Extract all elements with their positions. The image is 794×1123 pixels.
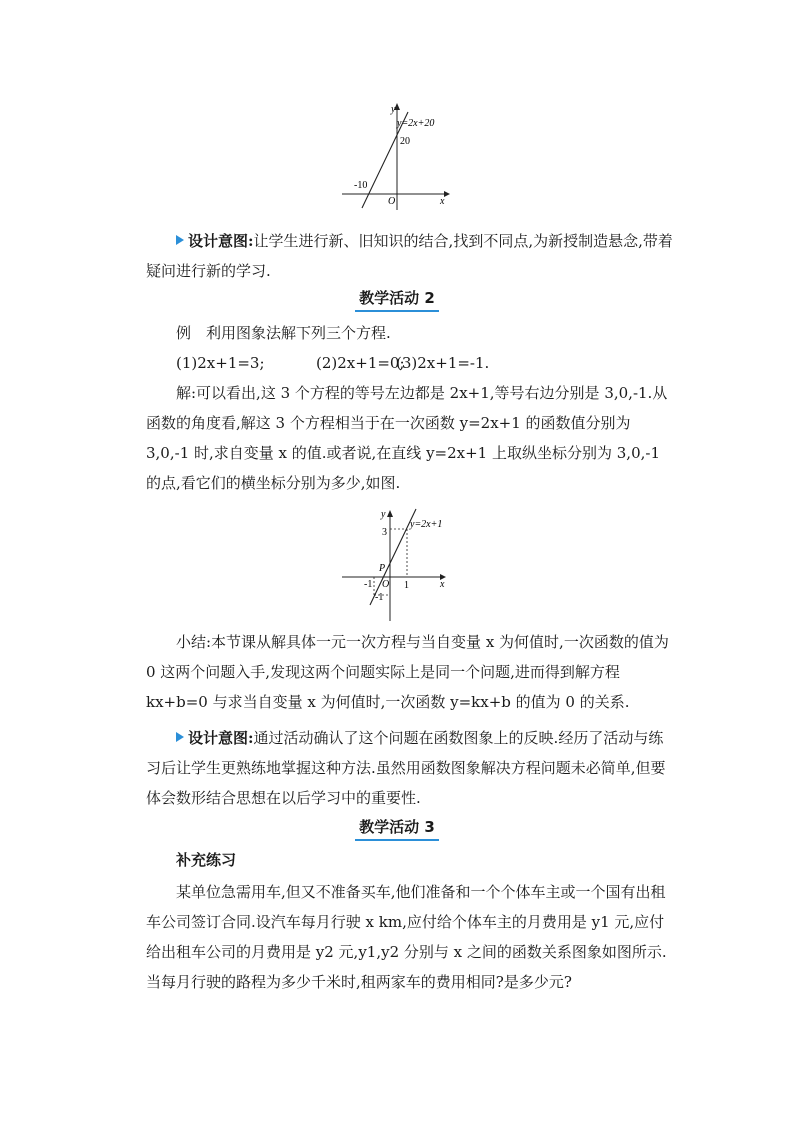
line-label: y=2x+1 bbox=[410, 519, 443, 530]
design-intent-text: 通过活动确认了这个问题在函数图象上的反映.经历了活动与练习后让学生更熟练地掌握这种方法.虽然用函数图象解决方程问题未必简单,但要体会数形结合思想在以后学习中的重要性. bbox=[146, 729, 666, 807]
design-intent-1 bbox=[146, 226, 676, 286]
activity-2-title: 教学活动 2 bbox=[359, 289, 435, 307]
design-intent-label: 设计意图: bbox=[188, 232, 254, 250]
triangle-marker-icon bbox=[176, 235, 184, 245]
heading-underline bbox=[355, 310, 439, 312]
x-intercept-label: -10 bbox=[354, 180, 368, 191]
solution-text: 解:可以看出,这 3 个方程的等号左边都是 2x+1,等号右边分别是 3,0,-1.从函数的角度看,解这 3 个方程相当于在一次函数 y=2x+1 的函数值分别为 3,0,-1 时,求自变量 x 的值.或者说,在直线 y=2x+1 上取纵坐标分别为 3,0,-1 的点,看它们的横坐标分别为多少,如图. bbox=[146, 384, 668, 492]
supplement-heading: 补充练习 bbox=[176, 851, 237, 869]
yneg1-label: -1 bbox=[375, 592, 384, 603]
triangle-marker-icon bbox=[176, 732, 184, 742]
y3-label: 3 bbox=[382, 527, 387, 538]
equation-3: (3)2x+1=-1. bbox=[396, 354, 490, 372]
design-intent-label: 设计意图: bbox=[188, 729, 254, 747]
xneg1-label: -1 bbox=[364, 579, 373, 590]
x-axis-label: x bbox=[440, 196, 445, 207]
y-axis-label: y bbox=[381, 509, 386, 520]
activity-3-heading bbox=[355, 817, 439, 837]
activity-3-title: 教学活动 3 bbox=[359, 818, 435, 836]
x1-label: 1 bbox=[404, 580, 409, 591]
origin-label: O bbox=[388, 196, 396, 207]
equation-2: (2)2x+1=0; bbox=[316, 354, 405, 372]
summary-text: 小结:本节课从解具体一元一次方程与当自变量 x 为何值时,一次函数的值为 0 这两个问题入手,发现这两个问题实际上是同一个问题,进而得到解方程 kx+b=0 与求当自变量 x 为何值时,一次函数 y=kx+b 的值为 0 的关系. bbox=[146, 633, 669, 711]
design-intent-2 bbox=[146, 723, 676, 813]
heading-underline bbox=[355, 839, 439, 841]
equation-1: (1)2x+1=3; bbox=[176, 354, 265, 372]
graph-y-2x-1 bbox=[340, 505, 452, 623]
x-axis-label: x bbox=[440, 579, 445, 590]
y-axis-arrow bbox=[387, 510, 393, 517]
y-intercept-label: 20 bbox=[400, 136, 410, 147]
graph-y-2x-20 bbox=[340, 96, 460, 214]
activity-2-heading bbox=[355, 288, 439, 308]
origin-label: O bbox=[382, 579, 390, 590]
example-equations bbox=[146, 348, 676, 378]
design-intent-text: 让学生进行新、旧知识的结合,找到不同点,为新授制造悬念,带着疑问进行新的学习. bbox=[146, 232, 673, 280]
example-intro: 例 利用图象法解下列三个方程. bbox=[176, 324, 391, 342]
line-label: y=2x+20 bbox=[397, 118, 435, 129]
supplement-text: 某单位急需用车,但又不准备买车,他们准备和一个个体车主或一个国有出租车公司签订合同.设汽车每月行驶 x km,应付给个体车主的月费用是 y1 元,应付给出租车公司的月费用是 y2 元,y1,y2 分别与 x 之间的函数关系图象如图所示.当每月行驶的路程为多少千米时,租两家车的费用相同?是多少元? bbox=[146, 883, 667, 991]
x-axis-arrow bbox=[444, 191, 450, 197]
y-axis-label: y bbox=[391, 104, 396, 115]
point-p-label: P bbox=[379, 563, 386, 574]
